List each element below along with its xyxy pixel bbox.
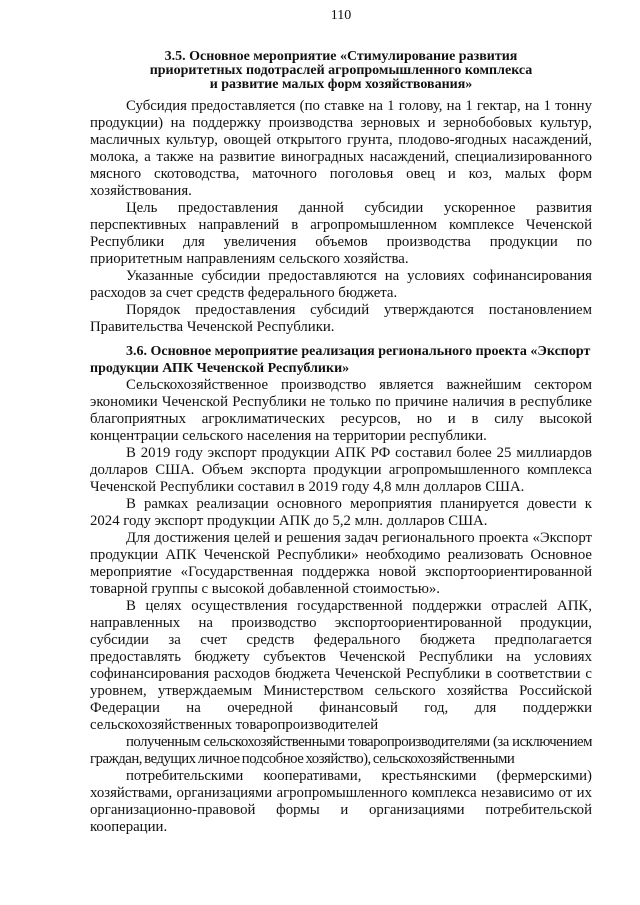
section-3-5-paragraph: Порядок предоставления субсидий утверждаются постановлением Правительства Чеченской Республики.: [90, 302, 592, 335]
section-3-6-paragraph: Для достижения целей и решения задач регионального проекта «Экспорт продукции АПК Чеченской Республики» необходимо реализовать Основное мероприятие «Государственная поддержка новой экспортоориентированной товарной группы с высокой добавленной стоимостью».: [90, 530, 592, 597]
section-3-5-title-line: 3.5. Основное мероприятие «Стимулирование развития: [164, 49, 518, 64]
section-3-6-paragraph: Сельскохозяйственное производство является важнейшим сектором экономики Чеченской Республики не только по причине наличия в республике благоприятных агроклиматических ресурсов, но и в силу высокой концентрации сельского населения на территории республики.: [90, 377, 592, 444]
section-3-6-paragraph: В целях осуществления государственной поддержки отраслей АПК, направленных на производство экспортоориентированной продукции, субсидии за счет средств федерального бюджета предполагается предоставлять бюджету субъектов Чеченской Республики на условиях софинансирования расходов бюджета Чеченской Республики в соответствии с уровнем, утверждаемым Министерством сельского хозяйства Российской Федерации на очередной финансовый год, для поддержки сельскохозяйственных товаропроизводителей: [90, 598, 592, 733]
section-3-5-body: [90, 98, 592, 336]
page-number: 110: [330, 8, 352, 23]
section-3-6-paragraph: полученным сельскохозяйственными товаропроизводителями (за исключением граждан, ведущих личное подсобное хозяйство), сельскохозяйственными: [90, 734, 592, 767]
section-3-6-paragraph: В рамках реализации основного мероприятия планируется довести к 2024 году экспорт продукции АПК до 5,2 млн. долларов США.: [90, 496, 592, 529]
section-3-5-title-line: и развитие малых форм хозяйствования»: [209, 77, 473, 92]
section-3-5-paragraph: Субсидия предоставляется (по ставке на 1 голову, на 1 гектар, на 1 тонну продукции) на поддержку производства зерновых и зернобобовых культур, масличных культур, овощей открытого грунта, плодово-ягодных насаждений, молока, а также на развитие виноградных насаждений, специализированного мясного скотоводства, маточного поголовья овец и коз, малых форм хозяйствования.: [90, 98, 592, 199]
section-3-6-heading: [90, 343, 592, 377]
section-3-5-title-line: приоритетных подотраслей агропромышленного комплекса: [149, 63, 533, 78]
section-3-5-heading: [90, 50, 592, 92]
section-3-5-paragraph: Цель предоставления данной субсидии ускоренное развития перспективных направлений в агропромышленном комплексе Чеченской Республики для увеличения объемов производства продукции по приоритетным направлениям сельского хозяйства.: [90, 200, 592, 267]
section-3-5-title: [90, 50, 592, 92]
section-3-6-body: [90, 377, 592, 836]
section-3-5-paragraph: Указанные субсидии предоставляются на условиях софинансирования расходов за счет средств федерального бюджета.: [90, 268, 592, 301]
section-3-6-paragraph: потребительскими кооперативами, крестьянскими (фермерскими) хозяйствами, организациями агропромышленного комплекса независимо от их организационно-правовой формы и организациями потребительской кооперации.: [90, 768, 592, 835]
section-3-6-paragraph: В 2019 году экспорт продукции АПК РФ составил более 25 миллиардов долларов США. Объем экспорта продукции агропромышленного комплекса Чеченской Республики составил в 2019 году 4,8 млн долларов США.: [90, 445, 592, 495]
section-3-6-title: 3.6. Основное мероприятие реализация регионального проекта «Экспорт продукции АПК Чеченской Республики»: [90, 344, 591, 376]
